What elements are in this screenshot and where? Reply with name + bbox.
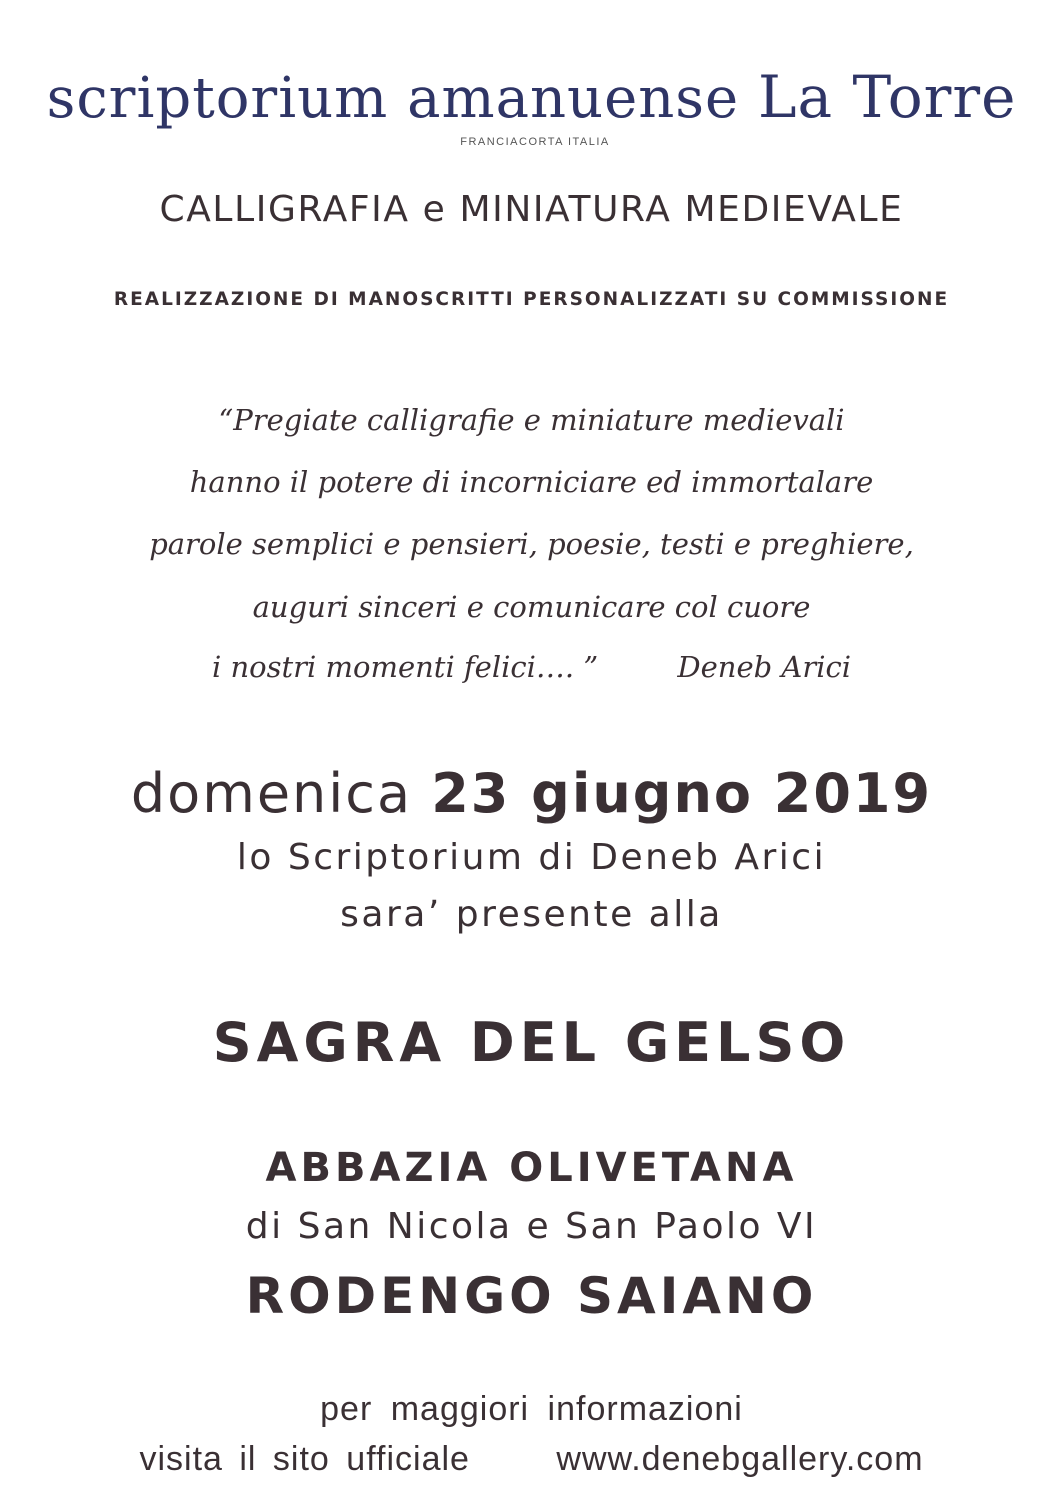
subtitle-part-b: e	[422, 189, 447, 230]
subtitle-part-a: CALLIGRAFIA	[159, 189, 410, 230]
town-name: RODENGO SAIANO	[245, 1267, 818, 1325]
quote-line-3: parole semplici e pensieri, poesie, testi e preghiere,	[149, 527, 914, 561]
venue-name: ABBAZIA OLIVETANA	[265, 1145, 798, 1191]
quote-line-5-text: i nostri momenti felici…. ”	[211, 650, 599, 684]
quote-line-2: hanno il potere di incorniciare ed immortalare	[189, 465, 874, 499]
event-day: domenica	[130, 762, 413, 825]
event-date	[0, 760, 1063, 828]
quote-line-5	[0, 647, 1063, 687]
subtitle	[0, 188, 1063, 232]
website-link[interactable]: www.denebgallery.com	[556, 1440, 924, 1478]
event-name: SAGRA DEL GELSO	[212, 1011, 851, 1074]
quote-author: Deneb Arici	[677, 650, 852, 684]
brand-title	[0, 62, 1063, 134]
announcement-line-2: sara’ presente alla	[340, 894, 723, 935]
quote-line-1: “Pregiate calligrafie e miniature medievali	[218, 403, 845, 437]
visit-text: visita il sito ufficiale	[139, 1440, 470, 1478]
visit-line	[0, 1437, 1063, 1481]
quote-line-4: auguri sinceri e comunicare col cuore	[252, 590, 811, 624]
announcement-line-1: lo Scriptorium di Deneb Arici	[236, 837, 827, 878]
venue-subtitle: di San Nicola e San Paolo VI	[245, 1206, 818, 1247]
info-line: per maggiori informazioni	[320, 1390, 743, 1428]
brand-main: scriptorium amanuense	[46, 66, 740, 131]
tagline: REALIZZAZIONE DI MANOSCRITTI PERSONALIZZATI SU COMMISSIONE	[113, 289, 950, 310]
brand-location: FRANCIACORTA ITALIA	[460, 136, 610, 148]
event-date-bold: 23 giugno 2019	[431, 762, 933, 825]
brand-tail: La Torre	[757, 63, 1017, 131]
subtitle-part-c: MINIATURA MEDIEVALE	[459, 189, 904, 230]
